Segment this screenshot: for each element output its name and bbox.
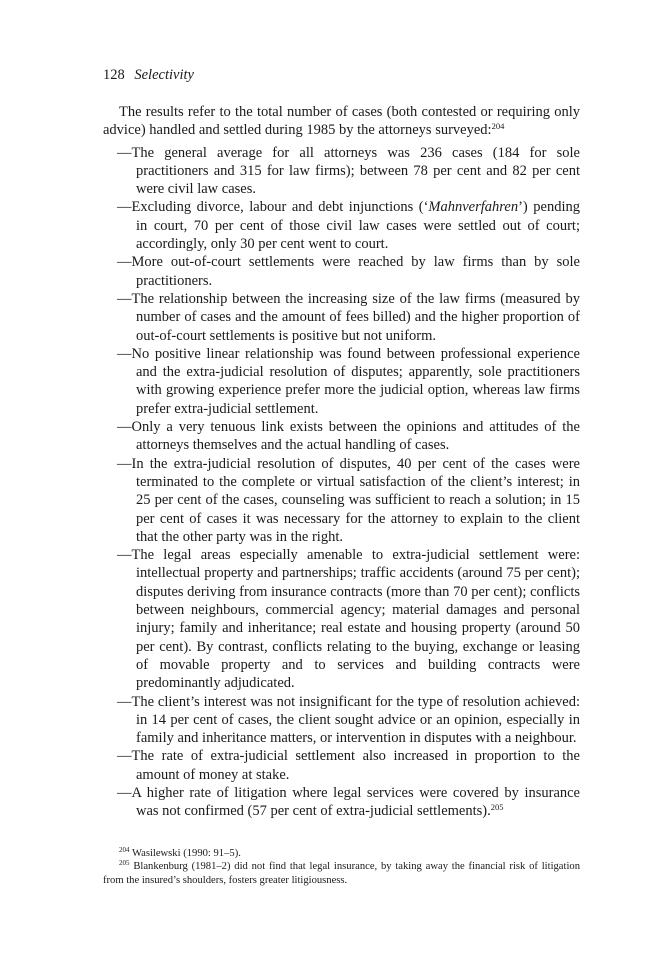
list-item <box>103 418 580 455</box>
findings-list <box>103 144 580 821</box>
footnote <box>103 860 580 888</box>
page-number: 128 <box>103 67 125 83</box>
footnote-reference: 205 <box>490 802 504 813</box>
list-item-text: —More out-of-court settlements were reached by law firms than by sole practitioners. <box>117 254 580 289</box>
intro-paragraph <box>103 103 580 140</box>
list-item-text: —A higher rate of litigation where legal services were covered by insurance was not confirmed (57 per cent of extra-judicial settlements). <box>117 784 580 820</box>
emphasis-term: Mahnverfahren <box>428 199 519 216</box>
footnote <box>103 847 580 861</box>
footnote-text: Blankenburg (1981–2) did not find that legal insurance, by taking away the financial risk of litigation from the insured’s shoulders, fosters greater litigiousness. <box>103 861 580 887</box>
list-item <box>103 253 580 290</box>
list-item-text: —The relationship between the increasing size of the law firms (measured by number of cases and the amount of fees billed) and the higher proportion of out-of-court settlements is positive but not uniform. <box>117 290 580 344</box>
list-item <box>103 455 580 546</box>
list-item-text: —Excluding divorce, labour and debt injunctions (‘ <box>117 199 429 216</box>
list-item <box>103 345 580 418</box>
list-item-text: —In the extra-judicial resolution of disputes, 40 per cent of the cases were terminated to the complete or virtual satisfaction of the client’s interest; in 25 per cent of the cases, counseling was sufficient to reach a solution; in 15 per cent of cases it was necessary for the attorney to explain to the client that the other party was in the right. <box>117 455 580 545</box>
footnote-text: Wasilewski (1990: 91–5). <box>131 847 241 859</box>
list-item-text: —The client’s interest was not insignificant for the type of resolution achieved: in 14 per cent of cases, the client sought advice or an opinion, especially in family and inheritance matters, or intervention in disputes with a neighbour. <box>117 693 580 747</box>
list-item <box>103 290 580 345</box>
list-item-text: —No positive linear relationship was found between professional experience and the extra-judicial resolution of disputes; apparently, sole practitioners with growing experience prefer more the judicial option, whereas law firms prefer extra-judicial settlement. <box>117 345 580 417</box>
list-item <box>103 693 580 748</box>
list-item <box>103 198 580 253</box>
footnote-separator <box>103 821 580 847</box>
footnotes <box>103 847 580 888</box>
list-item-text: ’) pending in court, 70 per cent of those civil law cases were settled out of court; accordingly, only 30 per cent went to court. <box>136 199 580 253</box>
running-head-title: Selectivity <box>134 67 194 83</box>
footnote-reference: 204 <box>491 121 505 132</box>
list-item-text: —The general average for all attorneys was 236 cases (184 for sole practitioners and 315 for law firms); between 78 per cent and 82 per cent were civil law cases. <box>117 144 580 198</box>
list-item <box>103 144 580 199</box>
list-item <box>103 546 580 692</box>
list-item-text: —Only a very tenuous link exists between the opinions and attitudes of the attorneys themselves and the actual handling of cases. <box>117 419 580 454</box>
footnote-number: 204 <box>119 845 130 854</box>
list-item <box>103 784 580 821</box>
list-item <box>103 747 580 784</box>
intro-text: The results refer to the total number of cases (both contested or requiring only advice) handled and settled during 1985 by the attorneys surveyed: <box>103 104 580 139</box>
list-item-text: —The legal areas especially amenable to extra-judicial settlement were: intellectual property and partnerships; traffic accidents (around 75 per cent); disputes deriving from insurance contracts (more than 70 per cent); conflicts between neighbours, commercial agency; material damages and personal injury; family and inheritance; real estate and housing property (around 50 per cent). By contrast, conflicts relating to the buying, exchange or leasing of movable property and to services and building contracts were predominantly adjudicated. <box>117 547 580 692</box>
running-head <box>103 66 580 84</box>
footnote-number: 205 <box>119 859 130 868</box>
list-item-text: —The rate of extra-judicial settlement also increased in proportion to the amount of money at stake. <box>117 748 580 783</box>
